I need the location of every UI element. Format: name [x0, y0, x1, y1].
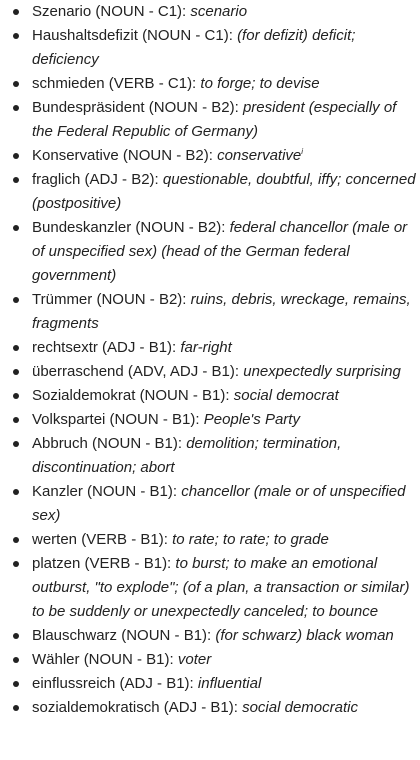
- entry-definition: far-right: [180, 339, 232, 356]
- vocab-entry: [0, 168, 420, 216]
- bullet-icon: [13, 369, 19, 375]
- entry-word: Bundespräsident: [32, 99, 145, 116]
- entry-definition: ruins, debris, wreckage, remains, fragments: [32, 291, 411, 332]
- entry-meta: (VERB - C1):: [108, 75, 197, 92]
- entry-word: platzen: [32, 555, 81, 572]
- entry-word: Sozialdemokrat: [32, 387, 136, 404]
- entry-word: Wähler: [32, 651, 80, 668]
- vocab-entry: [0, 528, 420, 552]
- entry-definition: scenario: [190, 3, 248, 20]
- bullet-icon: [13, 657, 19, 663]
- entry-word: überraschend: [32, 363, 124, 380]
- vocab-entry: [0, 672, 420, 696]
- vocab-entry: [0, 24, 420, 72]
- entry-word: Szenario: [32, 3, 92, 20]
- vocab-entry: [0, 480, 420, 528]
- vocab-entry: [0, 360, 420, 384]
- vocab-entry: [0, 696, 420, 720]
- entry-word: Konservative: [32, 147, 119, 164]
- entry-definition: social democrat: [233, 387, 339, 404]
- bullet-icon: [13, 537, 19, 543]
- vocab-entry: [0, 96, 420, 144]
- entry-definition: influential: [197, 675, 262, 692]
- bullet-icon: [13, 417, 19, 423]
- entry-meta: (NOUN - B1):: [109, 411, 200, 428]
- entry-word: fraglich: [32, 171, 81, 188]
- entry-word: Trümmer: [32, 291, 93, 308]
- bullet-icon: [13, 81, 19, 87]
- vocab-entry: [0, 624, 420, 648]
- entry-meta: (ADJ - B1):: [119, 675, 194, 692]
- bullet-icon: [13, 105, 19, 111]
- bullet-icon: [13, 489, 19, 495]
- entry-meta: (NOUN - B2):: [135, 219, 226, 236]
- entry-meta: (NOUN - B1):: [87, 483, 178, 500]
- bullet-icon: [13, 633, 19, 639]
- bullet-icon: [13, 33, 19, 39]
- entry-definition: to burst; to make an emotional outburst, "to explode"; (of a plan, a transaction or similar) to be suddenly or unexpectedly canceled; to bounce: [32, 555, 410, 620]
- entry-meta: (NOUN - B1):: [139, 387, 230, 404]
- entry-word: Abbruch: [32, 435, 88, 452]
- bullet-icon: [13, 153, 19, 159]
- entry-word: sozialdemokratisch: [32, 699, 160, 716]
- bullet-icon: [13, 345, 19, 351]
- entry-meta: (NOUN - B1):: [121, 627, 212, 644]
- entry-word: Bundeskanzler: [32, 219, 132, 236]
- entry-definition: (for defizit) deficit; deficiency: [32, 27, 356, 68]
- bullet-icon: [13, 705, 19, 711]
- entry-meta: (NOUN - B1):: [92, 435, 183, 452]
- bullet-icon: [13, 225, 19, 231]
- vocab-entry: [0, 648, 420, 672]
- entry-meta: (ADV, ADJ - B1):: [127, 363, 240, 380]
- entry-definition: People's Party: [203, 411, 300, 428]
- vocab-entry: [0, 384, 420, 408]
- entry-meta: (VERB - B1):: [81, 531, 168, 548]
- entry-definition: voter: [177, 651, 212, 668]
- footnote-marker: i: [301, 147, 304, 156]
- bullet-icon: [13, 177, 19, 183]
- vocab-entry: [0, 432, 420, 480]
- entry-definition: federal chancellor (male or of unspecified sex) (head of the German federal government): [32, 219, 408, 284]
- entry-word: rechtsextr: [32, 339, 98, 356]
- entry-definition: social democratic: [242, 699, 358, 716]
- entry-word: Blauschwarz: [32, 627, 118, 644]
- entry-meta: (ADJ - B1):: [163, 699, 238, 716]
- vocab-entry: [0, 144, 420, 168]
- entry-meta: (NOUN - B2):: [148, 99, 239, 116]
- bullet-icon: [13, 297, 19, 303]
- entry-word: schmieden: [32, 75, 105, 92]
- bullet-icon: [13, 681, 19, 687]
- entry-meta: (ADJ - B1):: [102, 339, 177, 356]
- entry-meta: (NOUN - C1):: [95, 3, 187, 20]
- entry-definition: unexpectedly surprising: [243, 363, 401, 380]
- vocab-entry: [0, 72, 420, 96]
- vocab-entry: [0, 0, 420, 24]
- entry-meta: (NOUN - B2):: [122, 147, 213, 164]
- entry-word: werten: [32, 531, 78, 548]
- entry-meta: (NOUN - C1):: [142, 27, 233, 44]
- entry-word: einflussreich: [32, 675, 116, 692]
- entry-meta: (VERB - B1):: [84, 555, 172, 572]
- entry-definition: chancellor (male or of unspecified sex): [32, 483, 406, 524]
- entry-word: Haushaltsdefizit: [32, 27, 138, 44]
- entry-definition: to rate; to rate; to grade: [172, 531, 329, 548]
- bullet-icon: [13, 393, 19, 399]
- entry-definition: to forge; to devise: [200, 75, 320, 92]
- entry-definition: demolition; termination, discontinuation; abort: [32, 435, 342, 476]
- vocab-entry: [0, 552, 420, 624]
- entry-meta: (NOUN - B2):: [96, 291, 187, 308]
- vocab-entry: [0, 408, 420, 432]
- entry-definition: conservative: [217, 147, 302, 164]
- bullet-icon: [13, 9, 19, 15]
- entry-definition: president (especially of the Federal Republic of Germany): [32, 99, 397, 140]
- vocab-entry: [0, 288, 420, 336]
- entry-word: Kanzler: [32, 483, 83, 500]
- entry-definition: (for schwarz) black woman: [215, 627, 394, 644]
- vocab-entry: [0, 216, 420, 288]
- entry-definition: questionable, doubtful, iffy; concerned (postpositive): [32, 171, 416, 212]
- entry-meta: (ADJ - B2):: [84, 171, 159, 188]
- bullet-icon: [13, 441, 19, 447]
- entry-meta: (NOUN - B1):: [83, 651, 174, 668]
- bullet-icon: [13, 561, 19, 567]
- vocab-entry: [0, 336, 420, 360]
- entry-word: Volkspartei: [32, 411, 106, 428]
